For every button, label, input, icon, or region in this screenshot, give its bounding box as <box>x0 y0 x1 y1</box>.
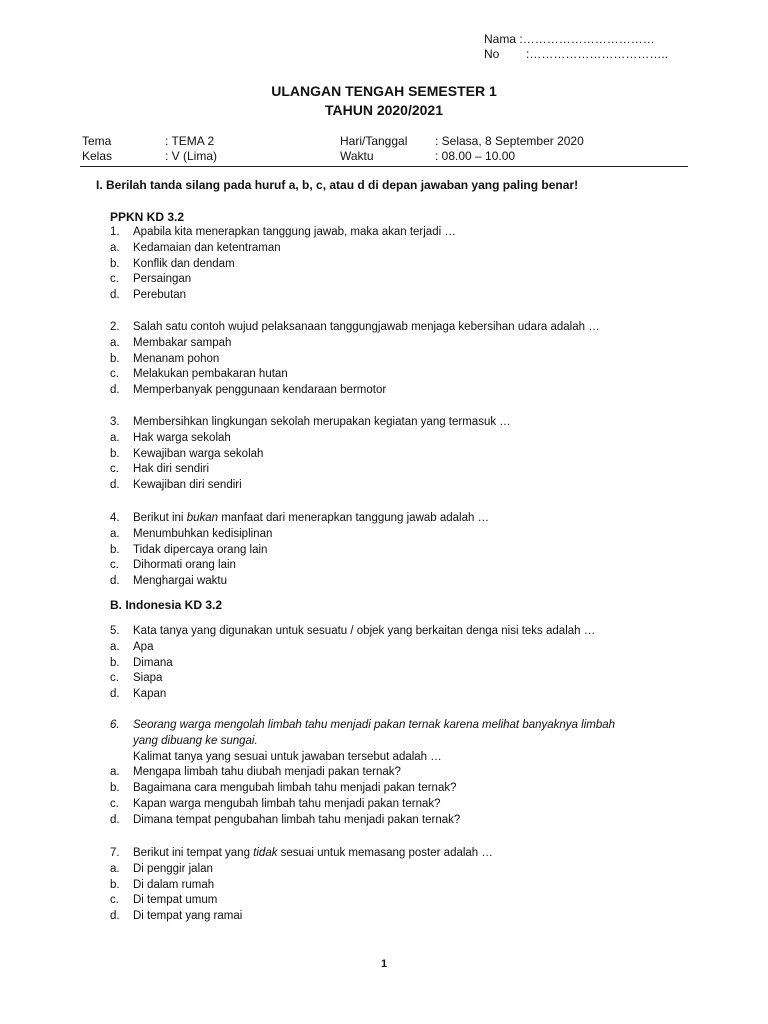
option-letter: c. <box>110 273 119 286</box>
question-text: Kata tanya yang digunakan untuk sesuatu / objek yang berkaitan denga nisi teks adalah … <box>133 625 596 637</box>
option-text: Dimana tempat pengubahan limbah tahu menjadi pakan ternak? <box>133 813 461 826</box>
option-text: Kedamaian dan ketentraman <box>133 241 281 254</box>
option-a[interactable] <box>110 527 700 543</box>
option-c[interactable] <box>110 893 700 909</box>
kelas-value: : V (Lima) <box>165 149 218 163</box>
option-text: Apa <box>133 640 154 653</box>
question-1 <box>110 225 700 304</box>
option-c[interactable] <box>110 797 700 813</box>
option-b[interactable] <box>110 656 700 672</box>
option-c[interactable] <box>110 367 700 383</box>
option-letter: c. <box>110 672 119 685</box>
header-divider <box>80 166 688 167</box>
option-c[interactable] <box>110 671 700 687</box>
option-letter: d. <box>110 813 120 826</box>
story-text-line-2: yang dibuang ke sungai. <box>133 734 258 747</box>
number-label: No <box>484 47 500 61</box>
option-letter: b. <box>110 878 120 891</box>
option-text: Di tempat yang ramai <box>133 910 243 923</box>
option-text: Perebutan <box>133 289 187 302</box>
section-heading-bindo: B. Indonesia KD 3.2 <box>110 598 223 612</box>
story-text-line-1: Seorang warga mengolah limbah tahu menjadi pakan ternak karena melihat banyaknya limbah <box>133 719 616 731</box>
option-letter: a. <box>110 241 120 254</box>
option-d[interactable] <box>110 813 700 829</box>
option-letter: c. <box>110 368 119 381</box>
instruction-text: I. Berilah tanda silang pada huruf a, b, c, atau d di depan jawaban yang paling benar! <box>96 178 579 192</box>
page-number: 1 <box>380 958 388 970</box>
option-d[interactable] <box>110 687 700 703</box>
option-letter: a. <box>110 527 120 540</box>
option-text: Siapa <box>133 672 163 685</box>
option-text: Menumbuhkan kedisiplinan <box>133 527 273 540</box>
exam-meta-left <box>82 134 584 164</box>
question-number: 6. <box>110 719 120 731</box>
question-text-part: Berikut ini <box>133 512 187 524</box>
option-letter: a. <box>110 431 120 444</box>
question-text: Membersihkan lingkungan sekolah merupakan kegiatan yang termasuk … <box>133 416 511 428</box>
option-text: Di tempat umum <box>133 894 218 907</box>
option-text: Bagaimana cara mengubah limbah tahu menjadi pakan ternak? <box>133 782 457 795</box>
option-letter: b. <box>110 257 120 270</box>
question-text-part: Berikut ini tempat yang <box>133 847 254 859</box>
question-number: 1. <box>110 226 120 238</box>
option-b[interactable] <box>110 257 700 273</box>
option-letter: c. <box>110 463 119 476</box>
option-letter: b. <box>110 447 120 460</box>
option-text: Dimana <box>133 656 173 669</box>
student-identity-block <box>484 32 668 62</box>
question-text <box>133 846 493 862</box>
option-text: Kapan <box>133 688 167 701</box>
tema-value: : TEMA 2 <box>165 134 215 148</box>
waktu-value: : 08.00 – 10.00 <box>435 149 516 163</box>
tema-label: Tema <box>82 134 112 148</box>
option-text: Membakar sampah <box>133 336 232 349</box>
kelas-label: Kelas <box>82 149 113 163</box>
exam-title: ULANGAN TENGAH SEMESTER 1 <box>271 83 497 99</box>
option-a[interactable] <box>110 640 700 656</box>
option-a[interactable] <box>110 241 700 257</box>
name-blank: …………………………… <box>522 32 655 46</box>
option-d[interactable] <box>110 478 700 494</box>
option-letter: d. <box>110 289 120 302</box>
name-label: Nama : <box>484 32 523 46</box>
option-letter: d. <box>110 910 120 923</box>
option-text: Konflik dan dendam <box>133 257 235 270</box>
option-letter: d. <box>110 384 120 397</box>
option-text: Kewajiban warga sekolah <box>133 447 264 460</box>
option-text: Tidak dipercaya orang lain <box>133 543 268 556</box>
option-letter: d. <box>110 575 120 588</box>
option-d[interactable] <box>110 288 700 304</box>
question-number: 5. <box>110 625 120 637</box>
question-5 <box>110 624 700 703</box>
option-letter: b. <box>110 656 120 669</box>
question-text: Apabila kita menerapkan tanggung jawab, maka akan terjadi … <box>133 226 456 238</box>
question-text <box>133 511 489 527</box>
hari-label: Hari/Tanggal <box>340 134 408 148</box>
option-c[interactable] <box>110 558 700 574</box>
name-field-row <box>484 32 668 47</box>
option-letter: a. <box>110 336 120 349</box>
option-letter: c. <box>110 894 119 907</box>
option-b[interactable] <box>110 352 700 368</box>
option-letter: c. <box>110 559 119 572</box>
option-a[interactable] <box>110 336 700 352</box>
option-text: Hak diri sendiri <box>133 463 210 476</box>
option-letter: d. <box>110 479 120 492</box>
option-letter: b. <box>110 352 120 365</box>
option-b[interactable] <box>110 878 700 894</box>
exam-year: TAHUN 2020/2021 <box>324 102 444 118</box>
option-a[interactable] <box>110 862 700 878</box>
section-heading-ppkn: PPKN KD 3.2 <box>110 210 185 224</box>
option-text: Menanam pohon <box>133 352 220 365</box>
question-number: 3. <box>110 416 120 428</box>
question-text-part: manfaat dari menerapkan tanggung jawab adalah … <box>218 512 490 524</box>
number-blank: :…………………………….. <box>526 47 669 61</box>
hari-value: : Selasa, 8 September 2020 <box>435 134 584 148</box>
option-letter: a. <box>110 640 120 653</box>
option-a[interactable] <box>110 431 700 447</box>
option-d[interactable] <box>110 574 700 590</box>
question-number: 4. <box>110 512 120 524</box>
option-a[interactable] <box>110 765 700 781</box>
question-6 <box>110 718 700 829</box>
option-letter: c. <box>110 797 119 810</box>
question-number: 2. <box>110 321 120 333</box>
option-text: Mengapa limbah tahu diubah menjadi pakan ternak? <box>133 766 401 779</box>
option-letter: d. <box>110 688 120 701</box>
option-letter: b. <box>110 782 120 795</box>
option-letter: a. <box>110 862 120 875</box>
question-text-part: sesuai untuk memasang poster adalah … <box>277 847 493 859</box>
question-4 <box>110 511 700 590</box>
emphasis-word: bukan <box>186 512 219 524</box>
option-text: Di penggir jalan <box>133 862 213 875</box>
option-text: Kapan warga mengubah limbah tahu menjadi pakan ternak? <box>133 797 441 810</box>
option-text: Dihormati orang lain <box>133 559 236 572</box>
option-b[interactable] <box>110 447 700 463</box>
question-3 <box>110 415 700 494</box>
option-b[interactable] <box>110 781 700 797</box>
question-number: 7. <box>110 847 120 859</box>
question-text: Salah satu contoh wujud pelaksanaan tanggungjawab menjaga kebersihan udara adalah … <box>133 321 600 333</box>
option-b[interactable] <box>110 543 700 559</box>
question-text: Kalimat tanya yang sesuai untuk jawaban tersebut adalah … <box>133 750 442 763</box>
option-text: Menghargai waktu <box>133 575 227 588</box>
option-text: Di dalam rumah <box>133 878 215 891</box>
option-d[interactable] <box>110 909 700 925</box>
option-text: Melakukan pembakaran hutan <box>133 368 288 381</box>
option-text: Hak warga sekolah <box>133 431 231 444</box>
option-c[interactable] <box>110 272 700 288</box>
waktu-label: Waktu <box>340 149 374 163</box>
number-field-row <box>484 47 668 62</box>
question-7 <box>110 846 700 925</box>
option-d[interactable] <box>110 383 700 399</box>
option-letter: a. <box>110 766 120 779</box>
option-text: Persaingan <box>133 273 192 286</box>
option-text: Memperbanyak penggunaan kendaraan bermotor <box>133 384 387 397</box>
option-letter: b. <box>110 543 120 556</box>
question-2 <box>110 320 700 399</box>
emphasis-word: tidak <box>253 847 278 859</box>
option-c[interactable] <box>110 462 700 478</box>
option-text: Kewajiban diri sendiri <box>133 479 242 492</box>
